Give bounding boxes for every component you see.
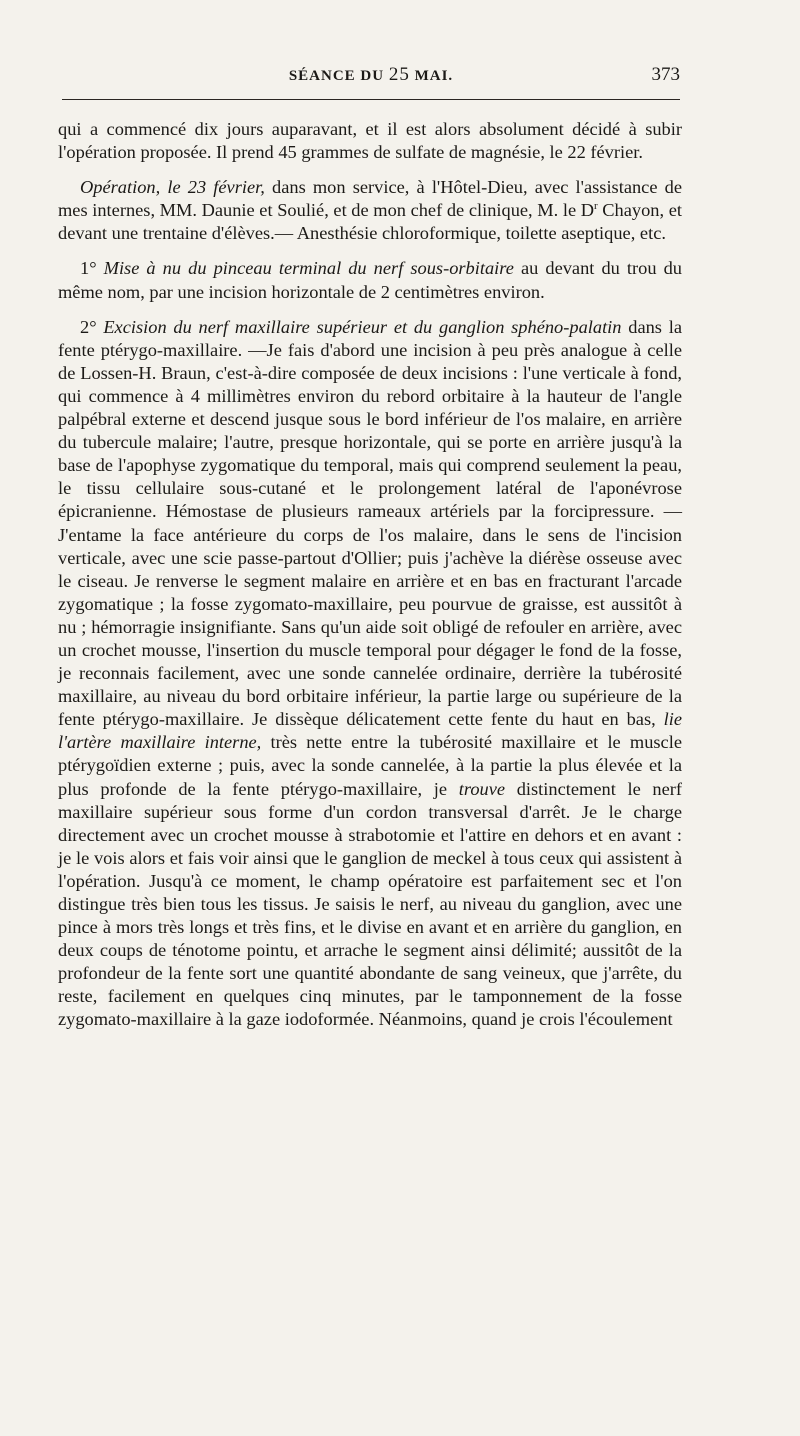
p3-italic-b: lie l'artère maxillaire interne, xyxy=(58,709,682,753)
title-month: MAI. xyxy=(414,68,454,84)
p1-text: dans mon service, à l'Hôtel-Dieu, avec l'assistance de mes internes, MM. Daunie et Soulié, et de mon chef de clinique, M. le D xyxy=(58,177,682,221)
p0-text: qui a commencé dix jours auparavant, et il est alors absolument décidé à subir l'opération proposée. Il prend 45 grammes de sulfate de magnésie, le 22 février. xyxy=(58,119,682,163)
p1-tail: Chayon, et devant une trentaine d'élèves.— Anesthésie chloroformique, toilette aseptique, etc. xyxy=(58,200,682,244)
paragraph-continuation xyxy=(58,118,682,164)
p3-text-a: dans la fente ptérygo-maxillaire. —Je fais d'abord une incision à peu près analogue à celle de Lossen-H. Braun, c'est-à-dire composée de deux incisions : l'une verticale à fond, qui commence à 4 millimètres environ du rebord orbitaire à la hauteur de l'angle palpébral externe et descend jusque sous le bord inférieur de l'os malaire, en arrière du tubercule malaire; l'autre, presque horizontale, qui se porte en arrière jusqu'à la base de l'apophyse zygomatique du temporal, mais qui comprend seulement la peau, le tissu cellulaire sous-cutané et le prolongement latéral de l'aponévrose épicranienne. Hémostase de plusieurs rameaux artériels par la forcipressure. — J'entame la face antérieure du corps de l'os malaire, dans le sens de l'incision verticale, avec une scie passe-partout d'Ollier; puis j'achève la diérèse osseuse avec le ciseau. Je renverse le segment malaire en arrière et en bas en fracturant l'arcade zygomatique ; la fosse zygomato-maxillaire, peu pourvue de graisse, est aussitôt à nu ; hémorragie insignifiante. Sans qu'un aide soit obligé de refouler en arrière, avec un crochet mousse, l'insertion du muscle temporal pour dégager le fond de la fosse, je reconnais facilement, avec une sonde cannelée ordinaire, derrière la tubérosité maxillaire, au niveau du bord orbitaire inférieur, la partie large ou supérieure de la fente ptérygo-maxillaire. Je dissèque délicatement cette fente du haut en bas, xyxy=(58,316,682,730)
p3-number: 2° xyxy=(80,316,97,337)
paragraph-step-2 xyxy=(58,316,682,1032)
page-number: 373 xyxy=(651,64,680,85)
p2-italic: Mise à nu du pinceau terminal du nerf sous-orbitaire xyxy=(96,258,514,279)
header-rule xyxy=(62,99,680,100)
title-day: 25 xyxy=(388,64,410,85)
title-prefix: SÉANCE DU xyxy=(288,68,385,84)
p1-italic: Opération, le 23 février, xyxy=(80,177,265,198)
p2-number: 1° xyxy=(80,258,97,279)
p3-text-c: distinctement le nerf maxillaire supérieur sous forme d'un cordon transversal d'arrêt. Je le charge directement avec un crochet mousse à strabotomie et l'attire en dehors et en avant : je le vois alors et fais voir ainsi que le ganglion de meckel à tous ceux qui assistent à l'opération. Jusqu'à ce moment, le champ opératoire est parfaitement sec et l'on distingue très bien tous les tissus. Je saisis le nerf, au niveau du ganglion, avec une pince à mors très longs et très fins, et le divise en avant et en arrière du ganglion, en deux coups de ténotome pointu, et arrache le segment ainsi délimité; aussitôt de la profondeur de la fente sort une quantité abondante de sang veineux, que j'arrête, du reste, facilement en quelques cinq minutes, par le tamponnement de la fosse zygomato-maxillaire à la gaze iodoformée. Néanmoins, quand je crois l'écoulement xyxy=(58,778,682,1030)
p1-superscript: r xyxy=(594,200,598,213)
p3-italic: Excision du nerf maxillaire supérieur et du ganglion sphéno-palatin xyxy=(96,316,622,337)
paragraph-step-1 xyxy=(58,257,682,303)
running-head xyxy=(62,64,680,86)
body-text xyxy=(58,118,682,1032)
p3-text-b: très nette entre la tubérosité maxillaire et le muscle ptérygoïdien externe ; puis, avec la sonde cannelée, à la partie la plus élevée et la plus profonde de la fente ptérygo-maxillaire, je xyxy=(58,732,682,799)
running-title xyxy=(62,64,680,86)
p2-text: au devant du trou du même nom, par une incision horizontale de 2 centimètres environ. xyxy=(58,258,682,302)
p3-italic-c: trouve xyxy=(447,778,506,799)
paragraph-operation xyxy=(58,176,682,245)
